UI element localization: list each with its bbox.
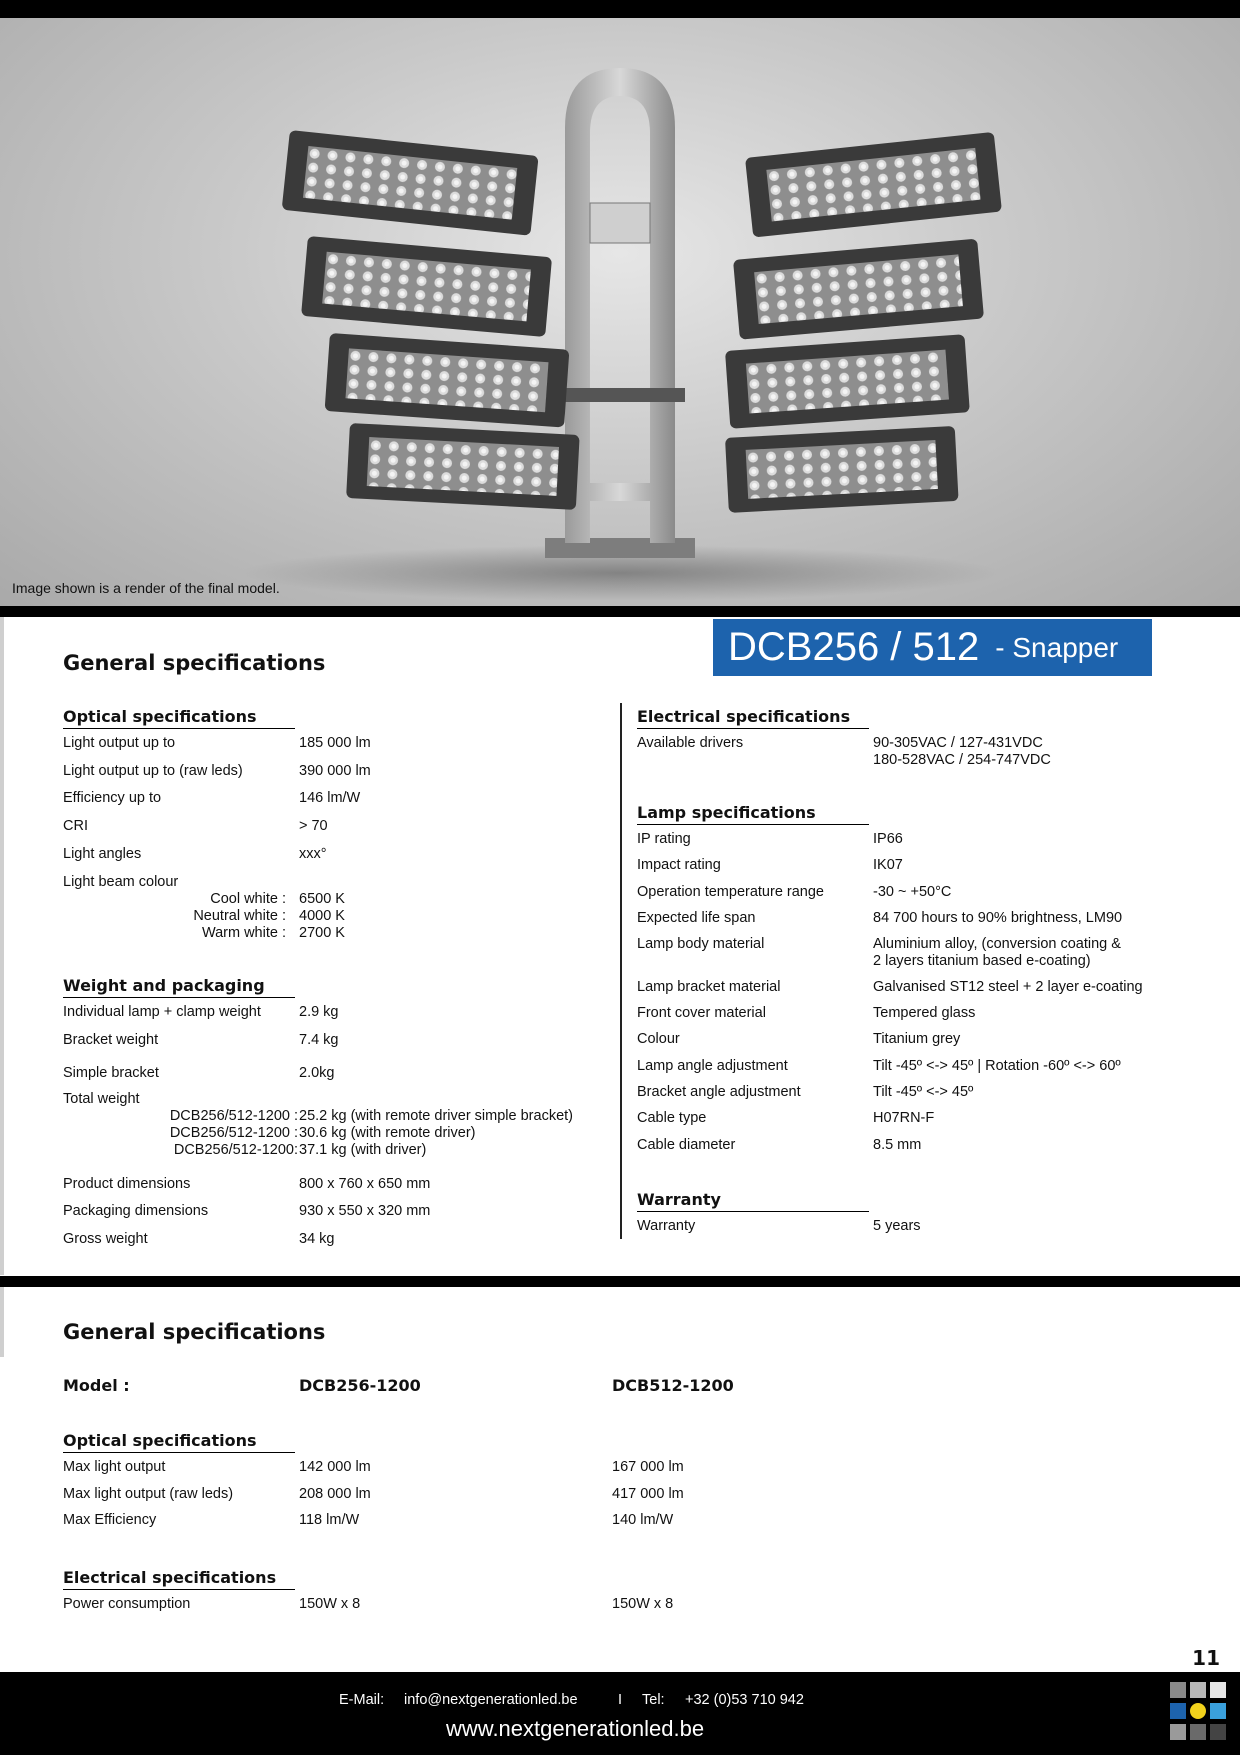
- spec-value: 34 kg: [299, 1231, 335, 1247]
- total-weight-model: DCB256/512-1200 :: [169, 1125, 298, 1141]
- spec-value: 800 x 760 x 650 mm: [299, 1176, 431, 1192]
- spec-label: Cable type: [637, 1110, 707, 1126]
- total-weight-model: DCB256/512-1200 :: [169, 1108, 298, 1124]
- spec-value: -30 ~ +50°C: [873, 884, 952, 900]
- spec-label: Simple bracket: [63, 1065, 159, 1081]
- total-weight-model: DCB256/512-1200:: [173, 1142, 298, 1158]
- spec-value: 185 000 lm: [299, 735, 371, 751]
- lamp-specs-heading: Lamp specifications: [637, 803, 869, 825]
- spec-value-b: 417 000 lm: [612, 1486, 684, 1502]
- spec-label: Max light output: [63, 1459, 166, 1475]
- spec-label: Packaging dimensions: [63, 1203, 209, 1219]
- electrical-specs-heading: Electrical specifications: [63, 1568, 295, 1590]
- spec-value: 8.5 mm: [873, 1137, 922, 1153]
- logo-square: [1190, 1724, 1206, 1740]
- spec-label: Individual lamp + clamp weight: [63, 1004, 261, 1020]
- model-label: Model :: [63, 1376, 130, 1395]
- website-link[interactable]: www.nextgenerationled.be: [446, 1716, 705, 1741]
- spec-value: 90-305VAC / 127-431VDC: [873, 735, 1043, 751]
- spec-value: 930 x 550 x 320 mm: [299, 1203, 431, 1219]
- optical-specs-heading: Optical specifications: [63, 1431, 295, 1453]
- total-weight-label: Total weight: [63, 1091, 140, 1107]
- logo-square: [1170, 1724, 1186, 1740]
- top-bar: [0, 0, 1240, 18]
- total-weight-value: 25.2 kg (with remote driver simple bracket): [299, 1108, 573, 1124]
- product-title-box: [713, 619, 1152, 676]
- spec-label: Light output up to (raw leds): [63, 763, 243, 779]
- spec-value-b: 140 lm/W: [612, 1512, 674, 1528]
- spec-value-b: 167 000 lm: [612, 1459, 684, 1475]
- section-title: General specifications: [63, 651, 326, 675]
- beam-colour-name: Neutral white :: [193, 908, 286, 924]
- spec-value: > 70: [299, 818, 328, 834]
- spec-label: Front cover material: [637, 1005, 766, 1021]
- spec-value-a: 142 000 lm: [299, 1459, 371, 1475]
- spec-label: Power consumption: [63, 1596, 191, 1612]
- model-a-name: DCB256-1200: [299, 1376, 421, 1395]
- beam-colour-value: 4000 K: [299, 908, 345, 924]
- left-edge-strip: [0, 1287, 4, 1357]
- tel-label: Tel:: [642, 1692, 665, 1708]
- spec-label: Product dimensions: [63, 1176, 191, 1192]
- spec-value: Titanium grey: [873, 1031, 961, 1047]
- spec-value: Aluminium alloy, (conversion coating &: [873, 936, 1121, 952]
- spec-label: Bracket angle adjustment: [637, 1084, 801, 1100]
- electrical-specs-heading: Electrical specifications: [637, 707, 869, 729]
- spec-label: Colour: [637, 1031, 680, 1047]
- spec-value: 7.4 kg: [299, 1032, 339, 1048]
- section-title: General specifications: [63, 1320, 326, 1344]
- spec-label: Cable diameter: [637, 1137, 736, 1153]
- left-edge-strip: [0, 617, 4, 1275]
- spec-label: Lamp bracket material: [637, 979, 781, 995]
- spec-value: Tilt -45º <-> 45º | Rotation -60º <-> 60º: [873, 1058, 1121, 1074]
- spec-label: Efficiency up to: [63, 790, 162, 806]
- spec-value: IP66: [873, 831, 903, 847]
- logo-circle: [1190, 1703, 1206, 1719]
- spec-label: Max light output (raw leds): [63, 1486, 234, 1502]
- spec-label: Bracket weight: [63, 1032, 159, 1048]
- logo-square: [1210, 1703, 1226, 1719]
- spec-label: Impact rating: [637, 857, 721, 873]
- email-link[interactable]: info@nextgenerationled.be: [404, 1692, 578, 1708]
- spec-value: 390 000 lm: [299, 763, 371, 779]
- spec-label: Operation temperature range: [637, 884, 824, 900]
- spec-value: xxx°: [299, 846, 327, 862]
- spec-label: Lamp body material: [637, 936, 765, 952]
- logo-square: [1210, 1682, 1226, 1698]
- cross-bar: [565, 483, 675, 501]
- spec-value: Galvanised ST12 steel + 2 layer e-coating: [873, 979, 1143, 995]
- product-render-image: [0, 18, 1240, 606]
- spec-label: Available drivers: [637, 735, 744, 751]
- logo-square: [1210, 1724, 1226, 1740]
- mounting-plate: [590, 203, 650, 243]
- spec-value: 2.9 kg: [299, 1004, 339, 1020]
- spec-value-b: 150W x 8: [612, 1596, 674, 1612]
- footer: [0, 1672, 1240, 1755]
- page-number: 11: [1192, 1646, 1220, 1670]
- logo-square: [1170, 1682, 1186, 1698]
- spec-label: Lamp angle adjustment: [637, 1058, 788, 1074]
- spec-value: 180-528VAC / 254-747VDC: [873, 752, 1051, 768]
- divider-bar: [0, 1276, 1240, 1287]
- total-weight-value: 30.6 kg (with remote driver): [299, 1125, 476, 1141]
- cross-bar-2: [555, 388, 685, 402]
- spec-value: Tempered glass: [873, 1005, 976, 1021]
- spec-label: Light angles: [63, 846, 142, 862]
- logo-square: [1170, 1703, 1186, 1719]
- spec-value-a: 118 lm/W: [299, 1512, 360, 1528]
- spec-value: 2.0kg: [299, 1065, 335, 1081]
- spec-label: Gross weight: [63, 1231, 148, 1247]
- spec-value: 5 years: [873, 1218, 921, 1234]
- left-lamps: [282, 130, 580, 510]
- warranty-heading: Warranty: [637, 1190, 869, 1212]
- product-subtitle: - Snapper: [995, 631, 1119, 663]
- logo-square: [1190, 1682, 1206, 1698]
- spec-label: IP rating: [637, 831, 691, 847]
- spec-label: Light output up to: [63, 735, 176, 751]
- bracket-frame: [565, 68, 675, 543]
- spec-value-a: 208 000 lm: [299, 1486, 371, 1502]
- divider-bar: [0, 606, 1240, 617]
- spec-value: 84 700 hours to 90% brightness, LM90: [873, 910, 1123, 926]
- spec-value: 146 lm/W: [299, 790, 361, 806]
- beam-colour-value: 6500 K: [299, 891, 345, 907]
- beam-colour-name: Cool white :: [210, 891, 286, 907]
- spec-label: CRI: [63, 818, 88, 834]
- spec-value: IK07: [873, 857, 903, 873]
- beam-colour-value: 2700 K: [299, 925, 345, 941]
- spec-label: Max Efficiency: [63, 1512, 157, 1528]
- spec-value: Tilt -45º <-> 45º: [873, 1084, 974, 1100]
- weight-packaging-heading: Weight and packaging: [63, 976, 295, 998]
- image-caption: Image shown is a render of the final model.: [12, 580, 280, 596]
- email-label: E-Mail:: [339, 1692, 385, 1708]
- company-logo: [1170, 1682, 1230, 1744]
- spec-value: 2 layers titanium based e-coating): [873, 953, 1091, 969]
- right-lamps: [725, 132, 1002, 513]
- footer-separator: I: [618, 1692, 623, 1708]
- spec-value-a: 150W x 8: [299, 1596, 361, 1612]
- spec-label: Warranty: [637, 1218, 696, 1234]
- product-name: DCB256 / 512: [728, 625, 980, 669]
- model-b-name: DCB512-1200: [612, 1376, 734, 1395]
- tel-number[interactable]: +32 (0)53 710 942: [685, 1692, 804, 1708]
- beam-colour-name: Warm white :: [201, 925, 286, 941]
- column-divider: [620, 703, 622, 1239]
- optical-specs-heading: Optical specifications: [63, 707, 295, 729]
- total-weight-value: 37.1 kg (with driver): [299, 1142, 427, 1158]
- spec-label: Expected life span: [637, 910, 756, 926]
- spec-value: H07RN-F: [873, 1110, 935, 1126]
- beam-colour-label: Light beam colour: [63, 874, 179, 890]
